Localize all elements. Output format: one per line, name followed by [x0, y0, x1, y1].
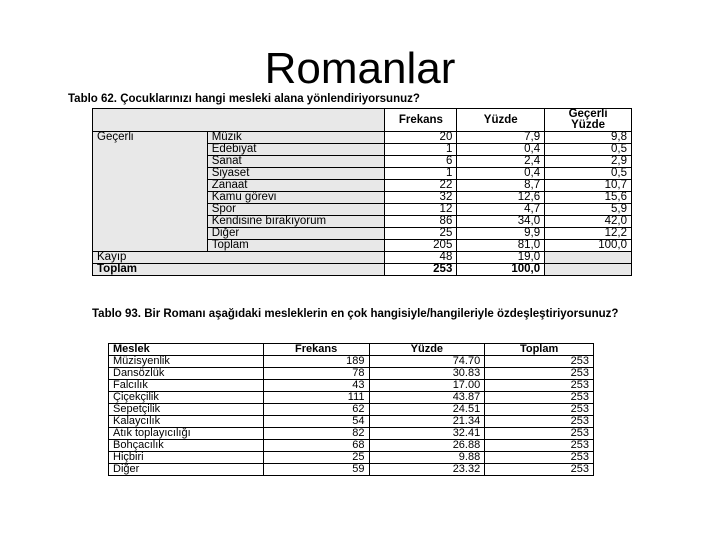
row-meslek: Atık toplayıcılığı: [109, 428, 264, 440]
row-label: Diğer: [207, 228, 385, 240]
row-frekans: 32: [385, 192, 457, 204]
row-toplam: 253: [485, 392, 594, 404]
table93-header-row: [109, 344, 594, 356]
row-gecerli: 10,7: [545, 180, 632, 192]
row-yuzde: 8,7: [457, 180, 545, 192]
row-yuzde: 24.51: [369, 404, 485, 416]
row-yuzde: 32.41: [369, 428, 485, 440]
row-label: Toplam: [207, 240, 385, 252]
table-row: [109, 368, 594, 380]
table62-header-gecerli-line1: Geçerli: [568, 108, 608, 120]
row-yuzde: 4,7: [457, 204, 545, 216]
row-yuzde: 30.83: [369, 368, 485, 380]
row-frekans: 86: [385, 216, 457, 228]
row-meslek: Çiçekçilik: [109, 392, 264, 404]
row-frekans: 1: [385, 168, 457, 180]
table-row: [109, 464, 594, 476]
row-frekans: 6: [385, 156, 457, 168]
table-row: [109, 356, 594, 368]
row-frekans: 78: [263, 368, 369, 380]
row-label: Zanaat: [207, 180, 385, 192]
row-frekans: 62: [263, 404, 369, 416]
row-frekans: 253: [385, 264, 457, 276]
row-toplam: 253: [485, 404, 594, 416]
row-gecerli: 42,0: [545, 216, 632, 228]
row-frekans: 20: [385, 132, 457, 144]
row-frekans: 25: [385, 228, 457, 240]
table62-kayip-row: [93, 252, 632, 264]
row-label: Spor: [207, 204, 385, 216]
row-frekans: 22: [385, 180, 457, 192]
slide-title: Romanlar: [264, 44, 456, 93]
row-label: Kendisine bırakıyorum: [207, 216, 385, 228]
row-meslek: Sepetçilik: [109, 404, 264, 416]
table93-header-meslek: Meslek: [109, 344, 264, 356]
row-meslek: Falcılık: [109, 380, 264, 392]
row-gecerli: 100,0: [545, 240, 632, 252]
table62-header-gecerli-yuzde: [545, 109, 632, 132]
row-gecerli: 0,5: [545, 168, 632, 180]
row-yuzde: 17.00: [369, 380, 485, 392]
table-row: [109, 380, 594, 392]
row-toplam: 253: [485, 368, 594, 380]
row-toplam: 253: [485, 416, 594, 428]
row-toplam: 253: [485, 380, 594, 392]
row-label: Toplam: [93, 264, 385, 276]
row-meslek: Diğer: [109, 464, 264, 476]
row-yuzde: 74.70: [369, 356, 485, 368]
table62: [92, 108, 632, 276]
row-yuzde: 2,4: [457, 156, 545, 168]
row-frekans: 59: [263, 464, 369, 476]
row-toplam: 253: [485, 452, 594, 464]
row-yuzde: 43.87: [369, 392, 485, 404]
row-gecerli: 5,9: [545, 204, 632, 216]
row-toplam: 253: [485, 428, 594, 440]
table62-toplam-row: [93, 264, 632, 276]
row-frekans: 25: [263, 452, 369, 464]
row-label: Edebiyat: [207, 144, 385, 156]
row-yuzde: 7,9: [457, 132, 545, 144]
row-label: Kamu görevi: [207, 192, 385, 204]
table93: [108, 343, 594, 476]
row-toplam: 253: [485, 464, 594, 476]
row-yuzde: 34,0: [457, 216, 545, 228]
row-frekans: 111: [263, 392, 369, 404]
table-row: [109, 452, 594, 464]
row-empty: [545, 264, 632, 276]
table-row: [93, 132, 632, 144]
table62-caption: Tablo 62. Çocuklarınızı hangi mesleki alana yönlendiriyorsunuz?: [68, 93, 420, 105]
table62-header-blank: [93, 109, 385, 132]
row-frekans: 48: [385, 252, 457, 264]
table-row: [109, 392, 594, 404]
row-gecerli: 9,8: [545, 132, 632, 144]
table-row: [109, 440, 594, 452]
table-row: [109, 428, 594, 440]
row-toplam: 253: [485, 356, 594, 368]
table93-header-toplam: Toplam: [485, 344, 594, 356]
row-gecerli: 12,2: [545, 228, 632, 240]
row-frekans: 205: [385, 240, 457, 252]
table62-header-yuzde: Yüzde: [457, 109, 545, 132]
row-meslek: Dansözlük: [109, 368, 264, 380]
table93-caption: Tablo 93. Bir Romanı aşağıdaki mesleklerin en çok hangisiyle/hangileriyle özdeşleştiriyorsunuz?: [92, 308, 619, 320]
table62-group-label: Geçerli: [93, 132, 208, 252]
row-yuzde: 23.32: [369, 464, 485, 476]
row-yuzde: 19,0: [457, 252, 545, 264]
row-meslek: Bohçacılık: [109, 440, 264, 452]
row-label: Siyaset: [207, 168, 385, 180]
row-yuzde: 81,0: [457, 240, 545, 252]
row-empty: [545, 252, 632, 264]
row-yuzde: 0,4: [457, 168, 545, 180]
row-frekans: 54: [263, 416, 369, 428]
row-label: Sanat: [207, 156, 385, 168]
row-meslek: Kalaycılık: [109, 416, 264, 428]
row-yuzde: 9,9: [457, 228, 545, 240]
row-label: Kayıp: [93, 252, 385, 264]
table-row: [109, 404, 594, 416]
row-frekans: 12: [385, 204, 457, 216]
row-gecerli: 15,6: [545, 192, 632, 204]
row-gecerli: 0,5: [545, 144, 632, 156]
table93-header-yuzde: Yüzde: [369, 344, 485, 356]
row-yuzde: 100,0: [457, 264, 545, 276]
table62-header-gecerli-line2: Yüzde: [571, 119, 605, 131]
table-row: [109, 416, 594, 428]
row-toplam: 253: [485, 440, 594, 452]
row-frekans: 43: [263, 380, 369, 392]
row-label: Müzik: [207, 132, 385, 144]
table93-header-frekans: Frekans: [263, 344, 369, 356]
row-frekans: 189: [263, 356, 369, 368]
row-yuzde: 26.88: [369, 440, 485, 452]
table62-header-frekans: Frekans: [385, 109, 457, 132]
row-yuzde: 12,6: [457, 192, 545, 204]
row-meslek: Müzisyenlik: [109, 356, 264, 368]
row-frekans: 68: [263, 440, 369, 452]
row-frekans: 1: [385, 144, 457, 156]
row-yuzde: 21.34: [369, 416, 485, 428]
row-meslek: Hiçbiri: [109, 452, 264, 464]
table62-header-row: [93, 109, 632, 132]
row-gecerli: 2,9: [545, 156, 632, 168]
row-yuzde: 0,4: [457, 144, 545, 156]
row-yuzde: 9.88: [369, 452, 485, 464]
row-frekans: 82: [263, 428, 369, 440]
